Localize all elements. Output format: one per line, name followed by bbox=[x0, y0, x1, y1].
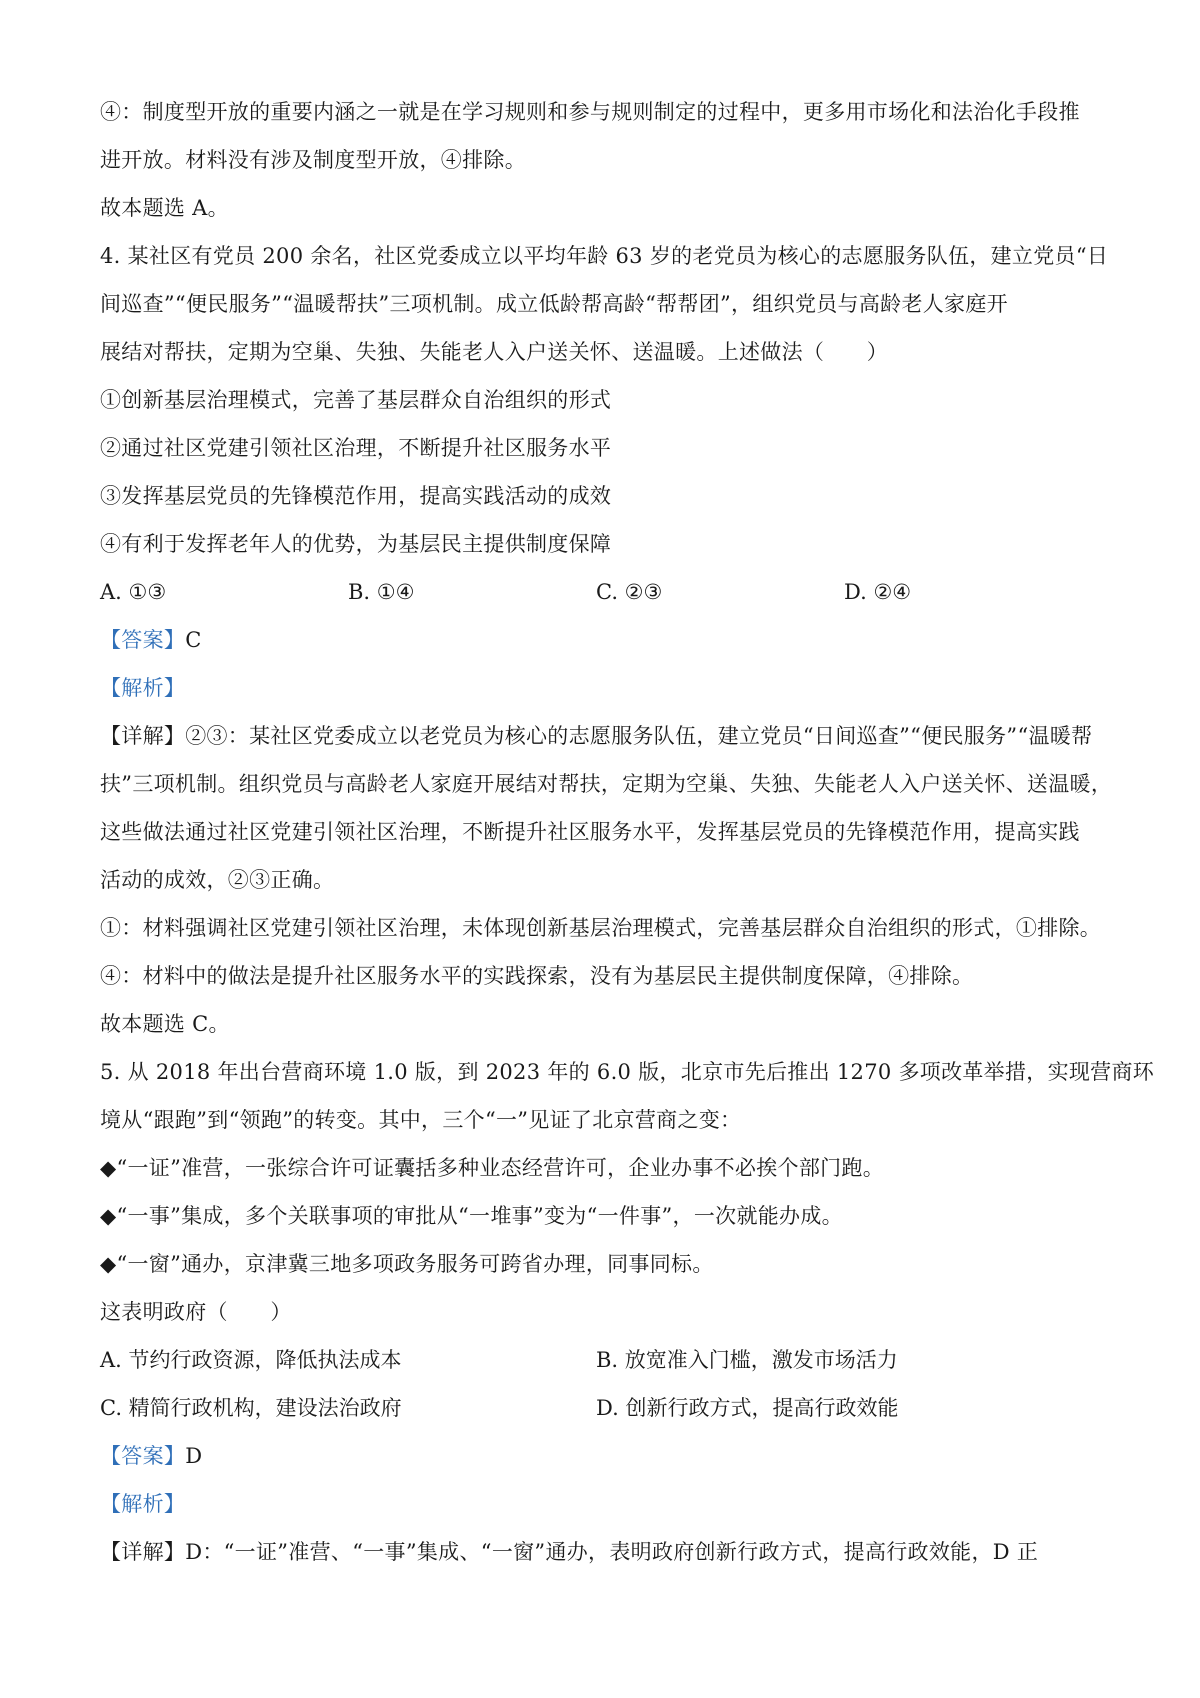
paragraph-line: 进开放。材料没有涉及制度型开放，④排除。 bbox=[100, 148, 526, 172]
question-5-stem: 境从“跟跑”到“领跑”的转变。其中，三个“一”见证了北京营商之变： bbox=[100, 1108, 742, 1132]
analysis-tag: 【解析】 bbox=[100, 1492, 186, 1516]
statement-item: ②通过社区党建引领社区治理，不断提升社区服务水平 bbox=[100, 436, 612, 460]
paragraph-line: ④：制度型开放的重要内涵之一就是在学习规则和参与规则制定的过程中，更多用市场化和法治化手段推 bbox=[100, 100, 1080, 124]
bullet-item: ◆“一事”集成，多个关联事项的审批从“一堆事”变为“一件事”，一次就能办成。 bbox=[100, 1204, 843, 1228]
option-c: C. ②③ bbox=[596, 580, 663, 604]
detail-tag: 【详解】 bbox=[100, 1540, 186, 1564]
answer-value: D bbox=[185, 1444, 203, 1468]
document-page bbox=[100, 88, 1155, 1576]
detail-line: ④：材料中的做法是提升社区服务水平的实践探索，没有为基层民主提供制度保障，④排除。 bbox=[100, 964, 974, 988]
detail-text: ②③：某社区党委成立以老党员为核心的志愿服务队伍，建立党员“日间巡查”“便民服务”“温暖帮 bbox=[185, 724, 1093, 748]
question-4-options bbox=[100, 568, 1100, 616]
statement-item: ④有利于发挥老年人的优势，为基层民主提供制度保障 bbox=[100, 532, 612, 556]
question-5-stem: 5. 从 2018 年出台营商环境 1.0 版，到 2023 年的 6.0 版，北京市先后推出 1270 多项改革举措，实现营商环 bbox=[100, 1060, 1155, 1084]
option-b: B. ①④ bbox=[348, 580, 415, 604]
option-d: D. 创新行政方式，提高行政效能 bbox=[596, 1396, 899, 1420]
option-c: C. 精简行政机构，建设法治政府 bbox=[100, 1396, 402, 1420]
detail-line bbox=[100, 712, 1100, 760]
detail-line: 活动的成效，②③正确。 bbox=[100, 868, 335, 892]
option-d: D. ②④ bbox=[844, 580, 912, 604]
question-4-stem: 展结对帮扶，定期为空巢、失独、失能老人入户送关怀、送温暖。上述做法（ ） bbox=[100, 340, 889, 364]
detail-line: 扶”三项机制。组织党员与高龄老人家庭开展结对帮扶，定期为空巢、失独、失能老人入户送关怀、送温暖， bbox=[100, 772, 1113, 796]
analysis-tag: 【解析】 bbox=[100, 676, 186, 700]
question-4-stem: 4. 某社区有党员 200 余名，社区党委成立以平均年龄 63 岁的老党员为核心的志愿服务队伍，建立党员“日 bbox=[100, 244, 1109, 268]
question-5-options-row bbox=[100, 1384, 1100, 1432]
answer-line bbox=[100, 616, 1100, 664]
bullet-item: ◆“一证”准营，一张综合许可证囊括多种业态经营许可，企业办事不必挨个部门跑。 bbox=[100, 1156, 885, 1180]
answer-tag: 【答案】 bbox=[100, 1444, 186, 1468]
answer-tag: 【答案】 bbox=[100, 628, 186, 652]
option-b: B. 放宽准入门槛，激发市场活力 bbox=[596, 1348, 898, 1372]
option-a: A. 节约行政资源，降低执法成本 bbox=[100, 1348, 402, 1372]
conclusion-line: 故本题选 C。 bbox=[100, 1012, 230, 1036]
detail-tag: 【详解】 bbox=[100, 724, 186, 748]
detail-line bbox=[100, 1528, 1100, 1576]
detail-text: D：“一证”准营、“一事”集成、“一窗”通办，表明政府创新行政方式，提高行政效能，D 正 bbox=[185, 1540, 1039, 1564]
detail-line: ①：材料强调社区党建引领社区治理，未体现创新基层治理模式，完善基层群众自治组织的形式，①排除。 bbox=[100, 916, 1102, 940]
bullet-item: ◆“一窗”通办，京津冀三地多项政务服务可跨省办理，同事同标。 bbox=[100, 1252, 714, 1276]
analysis-line bbox=[100, 1480, 1100, 1528]
answer-line bbox=[100, 1432, 1100, 1480]
question-5-stem: 这表明政府（ ） bbox=[100, 1300, 292, 1324]
option-a: A. ①③ bbox=[100, 580, 167, 604]
analysis-line bbox=[100, 664, 1100, 712]
statement-item: ①创新基层治理模式，完善了基层群众自治组织的形式 bbox=[100, 388, 612, 412]
detail-line: 这些做法通过社区党建引领社区治理，不断提升社区服务水平，发挥基层党员的先锋模范作用，提高实践 bbox=[100, 820, 1080, 844]
answer-value: C bbox=[185, 628, 202, 652]
question-4-stem: 间巡查”“便民服务”“温暖帮扶”三项机制。成立低龄帮高龄“帮帮团”，组织党员与高龄老人家庭开 bbox=[100, 292, 1008, 316]
question-5-options-row bbox=[100, 1336, 1100, 1384]
statement-item: ③发挥基层党员的先锋模范作用，提高实践活动的成效 bbox=[100, 484, 612, 508]
conclusion-line: 故本题选 A。 bbox=[100, 196, 229, 220]
